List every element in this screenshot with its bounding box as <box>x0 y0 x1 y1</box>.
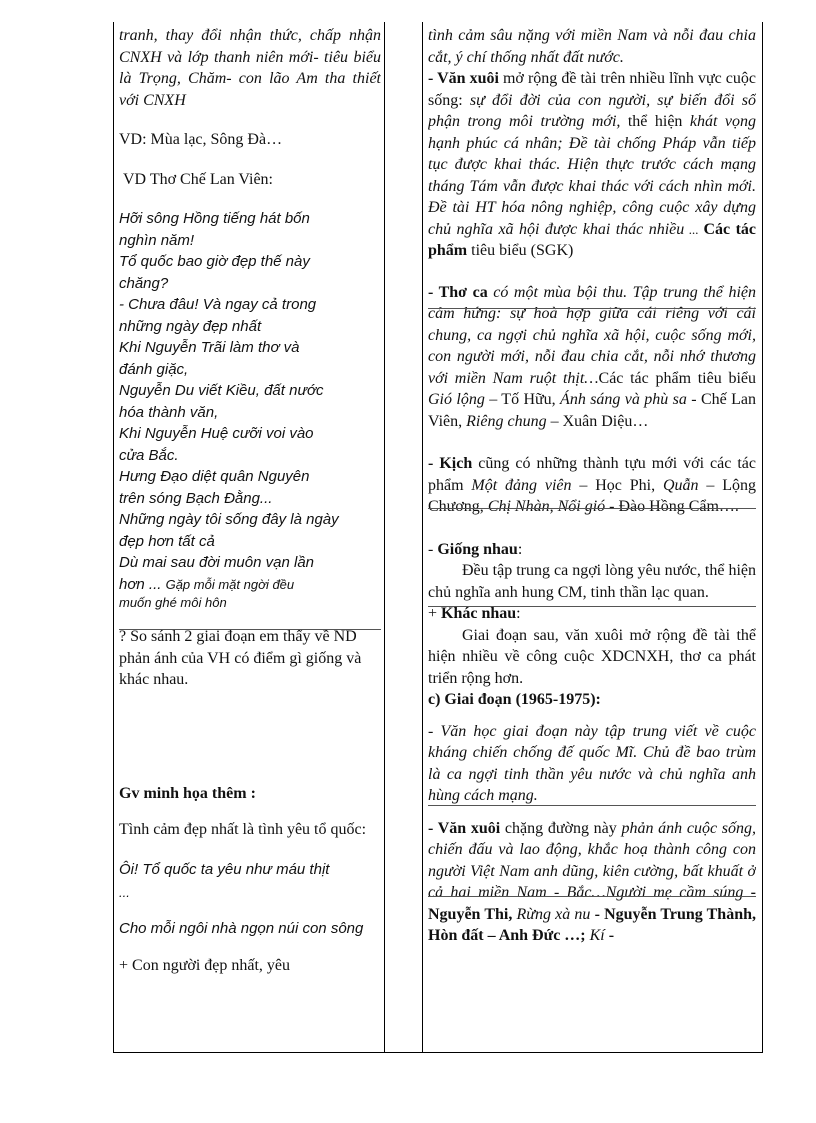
quote-1-dots: ... <box>119 885 130 900</box>
prose-text-b: sự đổi đời của con người, sự biến đổi số phận trong môi trường mới, <box>428 91 756 130</box>
prose-1965-work-3: Kí <box>589 927 605 944</box>
drama-work-1: Một đảng viên <box>471 476 572 494</box>
period-c-text: - Văn học giai đoạn này tập trung viết về cuộc kháng chiến chống đế quốc Mĩ. Chủ đề bao trùm là ca ngợi tinh thần yêu nước và chủ nghĩa anh hùng cách mạng. <box>428 722 756 804</box>
poem-line-start: hơn ... <box>119 575 162 593</box>
row-separator <box>428 508 756 509</box>
similarity-dash: - <box>428 540 438 558</box>
poem-line: Tổ quốc bao giờ đẹp thế này <box>119 253 310 270</box>
closing-line: + Con người đẹp nhất, yêu <box>119 957 291 974</box>
poem-line: trên sóng Bạch Đằng... <box>119 489 273 507</box>
similarity-text: Đều tập trung ca ngợi lòng yêu nước, thể hiện chủ nghĩa anh hung CM, tinh thần lạc quan. <box>428 562 756 601</box>
poetry-heading: - Thơ ca <box>428 283 488 301</box>
prose-1965-author-2: - Nguyễn Trung Thành, Hòn đất – Anh Đức …; <box>428 905 756 944</box>
prose-dots: ... <box>684 221 704 237</box>
poetry-author-1: – Tố Hữu, <box>484 391 561 408</box>
drama-heading: - Kịch <box>428 455 473 472</box>
prose-text-a: mở rộng đề tài trên nhiều lĩnh vực cuộc sống: <box>428 70 756 109</box>
content-table <box>113 22 763 1052</box>
poetry-text: có một mùa bội thu. Tập trung thể hiện cảm hứng: sự hoà hợp giữa cái riêng với cái chung, ca ngợi chủ nghĩa xã hội, cuộc sống mới, con người mới, nỗi đau chia cắt, nỗi nhớ thương với miền Nam ruột thịt… <box>428 283 756 387</box>
poem-line: Nguyễn Du viết Kiều, đất nước <box>119 382 324 399</box>
difference-plus: + <box>428 605 442 622</box>
row-separator <box>428 805 756 806</box>
difference-label: Khác nhau <box>441 605 517 622</box>
poem-line: Khi Nguyễn Huệ cưỡi voi vào <box>119 425 314 442</box>
example-2: VD Thơ Chế Lan Viên: <box>123 170 273 188</box>
comparison-question: ? So sánh 2 giai đoạn em thấy về ND phản ánh của VH có điểm gì giống và khác nhau. <box>119 628 362 688</box>
period-c-heading: c) Giai đoạn (1965-1975): <box>428 691 601 708</box>
content-column <box>428 22 756 1052</box>
prose-1965-author-1: - Nguyễn Thi, <box>428 884 756 923</box>
poetry-work-3: Riêng chung <box>466 412 547 430</box>
difference-text: Giai đoạn sau, văn xuôi mở rộng đề tài thể hiện nhiều về công cuộc XDCNXH, thơ ca phát triển rộng hơn. <box>428 626 756 687</box>
prose-1965-work-2: Rừng xà nu <box>516 905 591 923</box>
table-border-left <box>113 22 114 1052</box>
poem-line: Những ngày tôi sống đây là ngày <box>119 511 339 528</box>
poem-line <box>119 574 381 596</box>
column-divider-2 <box>422 22 423 1052</box>
prose-works: tiêu biểu (SGK) <box>471 242 574 259</box>
poem-line: những ngày đẹp nhất <box>119 317 262 335</box>
poetry-author-2: - Chế Lan Viên, <box>428 391 756 430</box>
poem-tail-2: muốn ghé môi hôn <box>119 595 227 610</box>
patriotism-line: Tình cảm đẹp nhất là tình yêu tổ quốc: <box>119 821 367 838</box>
poetry-paragraph <box>428 282 756 433</box>
poem-line: nghìn năm! <box>119 231 195 249</box>
drama-author-3: - Đào Hồng Cẩm…. <box>605 498 739 515</box>
drama-work-2: Quẫn <box>662 476 699 494</box>
prose-heading: - Văn xuôi <box>428 70 499 87</box>
poem-line: cửa Bắc. <box>119 446 179 464</box>
poem-tail: Gặp mỗi mặt ngời đều <box>165 576 295 592</box>
quote-2: Cho mỗi ngôi nhà ngọn núi con sông <box>119 919 364 937</box>
table-border-bottom <box>113 1052 763 1053</box>
row-separator <box>428 606 756 607</box>
drama-work-3: Chị Nhàn, Nổi gió <box>487 498 606 515</box>
poem-line: Khi Nguyễn Trãi làm thơ và <box>119 339 300 356</box>
prose-works-label: Các tác phẩm <box>428 220 756 259</box>
prose-paragraph <box>428 68 756 262</box>
opening-paragraph: tình cảm sâu nặng với miền Nam và nỗi đau chia cắt, ý chí thống nhất đất nước. <box>428 27 756 66</box>
poem-line: chăng? <box>119 274 169 292</box>
poem-line: - Chưa đâu! Và ngay cả trong <box>119 296 317 313</box>
poetry-work-2: Ánh sáng và phù sa <box>560 391 687 408</box>
similarity-label: Giống nhau <box>437 540 518 558</box>
column-divider-1 <box>384 22 385 1052</box>
difference-colon: : <box>516 605 521 622</box>
drama-author-2: – Lộng Chương, <box>428 476 756 515</box>
row-separator <box>119 629 381 630</box>
prose-text-d: khát vọng hạnh phúc cá nhân; Đề tài chống Pháp vẫn tiếp tục được khai thác. Hiện thực trước cách mạng tháng Tám vẫn được khai thác với cách nhìn mới. Đề tài HT hóa nông nghiệp, công cuộc xây dựng chủ nghĩa xã hội được khai thác nhiều <box>428 113 756 238</box>
poem-line: đẹp hơn tất cả <box>119 532 215 550</box>
intro-paragraph: tranh, thay đổi nhận thức, chấp nhận CNXH và lớp thanh niên mới- tiêu biểu là Trọng, Chăm- con lão Am tha thiết với CNXH <box>119 27 381 109</box>
poem-block <box>119 208 381 611</box>
similarity-colon: : <box>517 540 523 558</box>
prose-1965-paragraph <box>428 818 756 947</box>
poetry-works-label: Các tác phẩm tiêu biểu <box>598 369 756 387</box>
poem-line: Hưng Đạo diệt quân Nguyên <box>119 468 310 485</box>
prose-1965-dash: - <box>604 927 615 944</box>
poem-line: Dù mai sau đời muôn vạn lần <box>119 554 314 571</box>
row-separator <box>428 896 756 897</box>
poetry-author-3: – Xuân Diệu… <box>546 412 649 430</box>
row-separator <box>428 308 756 309</box>
prose-1965-heading: - Văn xuôi <box>428 819 501 837</box>
drama-author-1: – Học Phi, <box>571 476 663 494</box>
example-1: VD: Mùa lạc, Sông Đà… <box>119 131 283 148</box>
prose-1965-text-b: phản ánh cuộc sống, chiến đấu và lao động, khắc hoạ thành công con người Việt Nam anh dũng, kiên cường, bất khuất ở cả hai miền Nam - Bắc…Người mẹ cầm súng <box>428 819 756 901</box>
teacher-column <box>119 22 381 1052</box>
table-border-right <box>762 22 763 1052</box>
poem-line: Hỡi sông Hồng tiếng hát bốn <box>119 210 310 227</box>
drama-text: cũng có những thành tựu mới với các tác phẩm <box>428 455 756 494</box>
poem-line: đánh giặc, <box>119 360 189 378</box>
poem-line: hóa thành văn, <box>119 403 219 421</box>
teacher-note-heading: Gv minh họa thêm : <box>119 784 256 802</box>
similarity-heading <box>428 539 756 561</box>
poetry-work-1: Gió lộng <box>428 391 485 408</box>
prose-text-c: thể hiện <box>627 113 690 130</box>
quote-1: Ôi! Tổ quốc ta yêu như máu thịt <box>119 860 330 878</box>
prose-1965-text-a: chặng đường này <box>500 819 622 837</box>
